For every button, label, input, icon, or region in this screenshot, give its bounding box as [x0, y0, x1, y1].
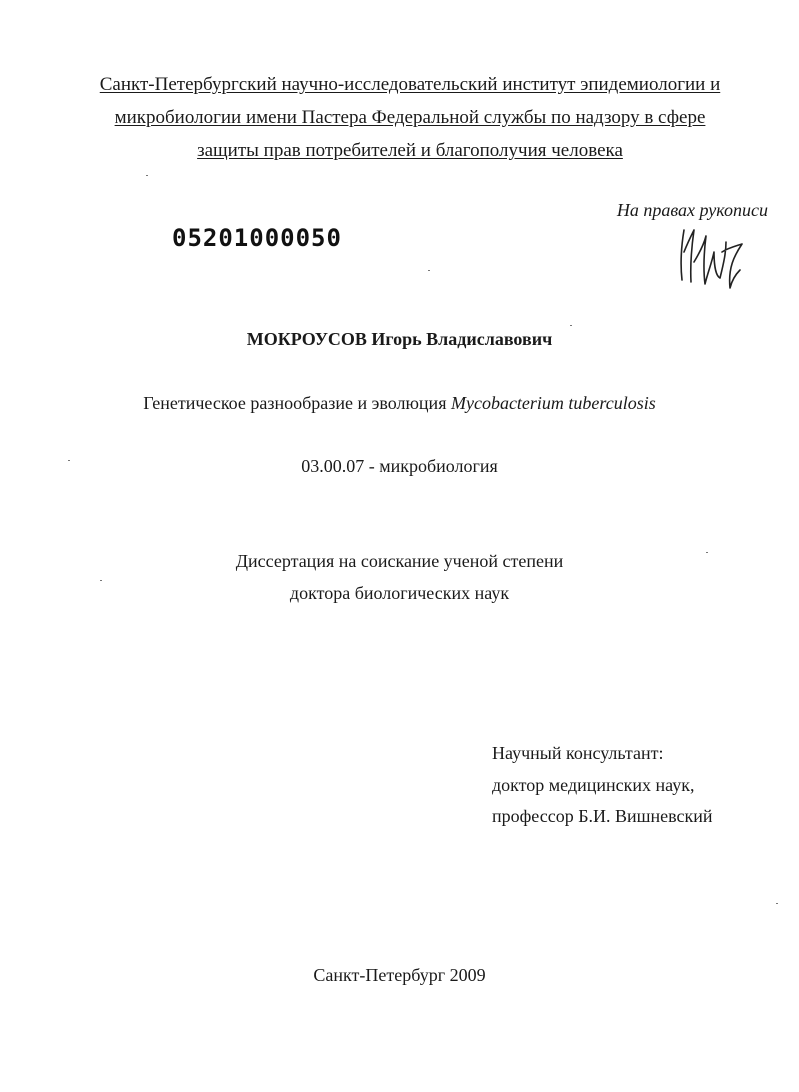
- registration-number: 05201000050: [172, 224, 342, 252]
- consultant-label: Научный консультант:: [492, 743, 664, 763]
- author-given-names: Игорь Владиславович: [371, 329, 553, 349]
- author-name: [0, 329, 799, 350]
- title-organism: Mycobacterium tuberculosis: [450, 393, 656, 413]
- place-year: Санкт-Петербург 2009: [313, 965, 486, 985]
- specialty: 03.00.07 - микробиология: [301, 456, 498, 476]
- scan-speck: [146, 175, 148, 176]
- title-prefix: Генетическое разнообразие и эволюция: [143, 393, 447, 413]
- degree-line-2: доктора биологических наук: [289, 583, 510, 603]
- institution-line-2: микробиологии имени Пастера Федеральной службы по надзору в сфере: [114, 107, 706, 128]
- scan-speck: [68, 460, 70, 461]
- scan-speck: [570, 325, 572, 326]
- scan-speck: [706, 552, 708, 553]
- scan-speck: [776, 903, 778, 904]
- scan-speck: [428, 270, 430, 271]
- dissertation-title: [0, 393, 799, 414]
- signature-icon: [670, 222, 750, 292]
- institution-line-3: защиты прав потребителей и благополучия человека: [197, 140, 623, 161]
- scan-speck: [100, 580, 102, 581]
- degree-line-1: Диссертация на соискание ученой степени: [235, 551, 564, 571]
- author-surname: МОКРОУСОВ: [246, 329, 367, 349]
- consultant-degree: доктор медицинских наук,: [492, 775, 695, 795]
- manuscript-note: На правах рукописи: [616, 200, 768, 220]
- consultant-name: профессор Б.И. Вишневский: [492, 806, 713, 826]
- institution-line-1: Санкт-Петербургский научно-исследовательский институт эпидемиологии и: [99, 74, 721, 95]
